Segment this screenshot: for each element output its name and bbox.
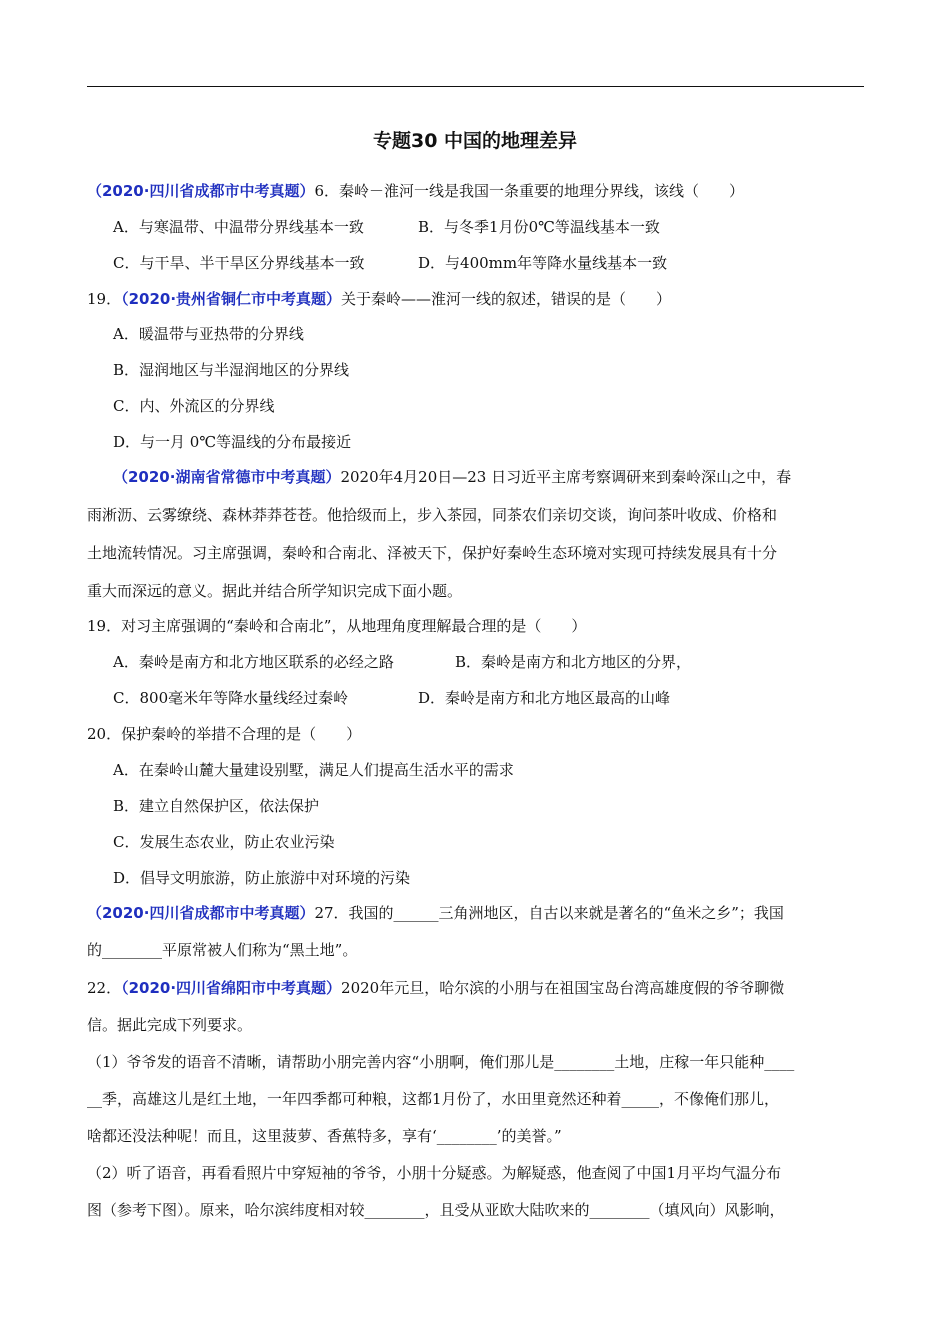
question-number: 19． [87, 290, 122, 308]
passage-line-1 [113, 467, 791, 487]
question-27 [87, 903, 784, 923]
question-20: 20．保护秦岭的举措不合理的是（ ） [87, 725, 362, 743]
option-d: D．倡导文明旅游，防止旅游中对环境的污染 [113, 869, 411, 887]
option-c: C．与干旱、半干旱区分界线基本一致 [113, 254, 365, 272]
passage-text: 2020年4月20日—23 日习近平主席考察调研来到秦岭深山之中，春 [340, 468, 792, 486]
passage-line-2: 雨淅沥、云雾缭绕、森林莽莽苍苍。他拾级而上，步入茶园，同茶农们亲切交谈，询问茶叶收成、价格和 [87, 506, 778, 524]
question-27-line-2: 的________平原常被人们称为“黑土地”。 [87, 941, 358, 959]
question-number: 22． [87, 979, 122, 997]
page-title: 专题30 中国的地理差异 [372, 130, 578, 152]
passage-source: （2020·湖南省常德市中考真题） [113, 468, 341, 486]
option-a: A．秦岭是南方和北方地区联系的必经之路 [113, 653, 394, 671]
option-c: C．800毫米年等降水量线经过秦岭 [113, 689, 349, 707]
passage-line-4: 重大而深远的意义。据此并结合所学知识完成下面小题。 [87, 582, 463, 600]
question-22-part2-line-1: （2）听了语音，再看看照片中穿短袖的爷爷，小朋十分疑惑。为解疑惑，他查阅了中国1月平均气温分布 [87, 1164, 782, 1182]
option-b: B．建立自然保护区，依法保护 [113, 797, 320, 815]
option-b: B．秦岭是南方和北方地区的分界， [455, 653, 692, 671]
question-22-part1-line-1: （1）爷爷发的语音不清晰，请帮助小朋完善内容“小朋啊，俺们那儿是________土地，庄稼一年只能种____ [87, 1053, 795, 1071]
question-source: （2020·四川省成都市中考真题） [87, 904, 315, 922]
question-19-guizhou [87, 289, 671, 309]
question-22 [87, 978, 784, 998]
question-source: （2020·四川省成都市中考真题） [87, 182, 315, 200]
question-22-line-2: 信。据此完成下列要求。 [87, 1016, 253, 1034]
question-22-part1-line-3: 啥都还没法种呢！而且，这里菠萝、香蕉特多，享有‘________’的美誉。” [87, 1127, 562, 1145]
option-b: B．与冬季1月份0℃等温线基本一致 [418, 218, 660, 236]
option-a: A．在秦岭山麓大量建设别墅，满足人们提高生活水平的需求 [113, 761, 514, 779]
option-a: A．与寒温带、中温带分界线基本一致 [113, 218, 364, 236]
option-c: C．内、外流区的分界线 [113, 397, 275, 415]
option-b: B．湿润地区与半湿润地区的分界线 [113, 361, 350, 379]
question-stem: 6．秦岭－淮河一线是我国一条重要的地理分界线，该线（ ） [314, 182, 744, 200]
question-stem: 关于秦岭——淮河一线的叙述，错误的是（ ） [341, 290, 672, 308]
passage-line-3: 土地流转情况。习主席强调，秦岭和合南北、泽被天下，保护好秦岭生态环境对实现可持续发展具有十分 [87, 544, 778, 562]
question-source: （2020·四川省绵阳市中考真题） [121, 979, 342, 997]
question-stem: 27．我国的______三角洲地区，自古以来就是著名的“鱼米之乡”；我国 [314, 904, 784, 922]
question-stem: 2020年元旦，哈尔滨的小朋与在祖国宝岛台湾高雄度假的爷爷聊微 [341, 979, 785, 997]
question-22-part1-line-2: __季，高雄这儿是红土地，一年四季都可种粮，这都1月份了，水田里竟然还种着_____，不像俺们那儿， [87, 1090, 780, 1108]
option-d: D．秦岭是南方和北方地区最高的山峰 [418, 689, 671, 707]
question-22-part2-line-2: 图（参考下图）。原来，哈尔滨纬度相对较________，且受从亚欧大陆吹来的________（填风向）风影响， [87, 1201, 785, 1219]
option-d: D．与一月 0℃等温线的分布最接近 [113, 433, 352, 451]
option-a: A．暖温带与亚热带的分界线 [113, 325, 304, 343]
option-c: C．发展生态农业，防止农业污染 [113, 833, 335, 851]
question-6 [87, 181, 744, 201]
question-19-changde: 19．对习主席强调的“秦岭和合南北”，从地理角度理解最合理的是（ ） [87, 617, 587, 635]
question-source: （2020·贵州省铜仁市中考真题） [121, 290, 342, 308]
header-rule [87, 86, 864, 87]
option-d: D．与400mm年等降水量线基本一致 [418, 254, 668, 272]
